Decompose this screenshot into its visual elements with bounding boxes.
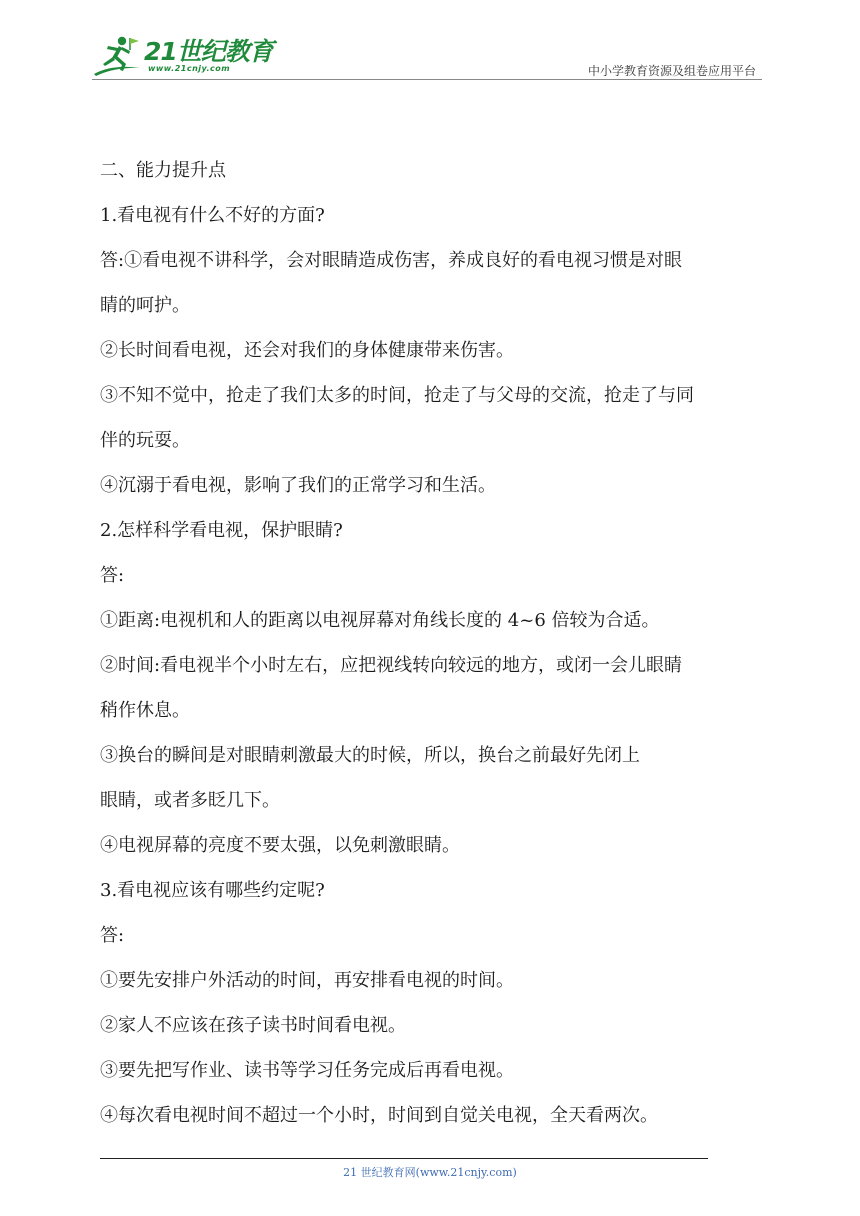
answer-1-line: ④沉溺于看电视，影响了我们的正常学习和生活。 <box>100 475 496 496</box>
answer-3-line: ④每次看电视时间不超过一个小时，时间到自觉关电视，全天看两次。 <box>100 1105 658 1126</box>
answer-2-line: 稍作休息。 <box>100 700 190 721</box>
question-3: 3.看电视应该有哪些约定呢? <box>100 880 325 901</box>
answer-1-line: 睛的呵护。 <box>100 295 190 316</box>
answer-2-line: ②时间:看电视半个小时左右，应把视线转向较远的地方，或闭一会儿眼睛 <box>100 655 683 676</box>
question-2: 2.怎样科学看电视，保护眼睛? <box>100 520 343 541</box>
answer-2-line: ④电视屏幕的亮度不要太强，以免刺激眼睛。 <box>100 835 460 856</box>
footer-divider <box>100 1158 708 1159</box>
answer-2-line: ①距离:电视机和人的距离以电视屏幕对角线长度的 4~6 倍较为合适。 <box>100 610 660 631</box>
answer-2-line: 眼睛，或者多眨几下。 <box>100 790 280 811</box>
document-body <box>100 148 764 1138</box>
answer-3-line: ②家人不应该在孩子读书时间看电视。 <box>100 1015 406 1036</box>
answer-1-line: ③不知不觉中，抢走了我们太多的时间，抢走了与父母的交流，抢走了与同 <box>100 385 694 406</box>
answer-2-label: 答: <box>100 565 125 586</box>
section-heading: 二、能力提升点 <box>100 160 226 181</box>
header-divider <box>92 79 762 80</box>
logo-wordmark: 21世纪教育 <box>144 37 273 66</box>
answer-1-line: 答:①看电视不讲科学，会对眼睛造成伤害，养成良好的看电视习惯是对眼 <box>100 250 683 271</box>
runner-logo-icon <box>92 34 144 78</box>
page-header <box>0 0 860 80</box>
platform-name: 中小学教育资源及组卷应用平台 <box>587 64 756 78</box>
site-logo[interactable] <box>92 34 273 78</box>
logo-url: www.21cnjy.com <box>148 64 231 73</box>
footer-link[interactable]: 21 世纪教育网(www.21cnjy.com) <box>343 1166 517 1179</box>
answer-3-label: 答: <box>100 925 125 946</box>
answer-1-line: ②长时间看电视，还会对我们的身体健康带来伤害。 <box>100 340 514 361</box>
question-1: 1.看电视有什么不好的方面? <box>100 205 325 226</box>
answer-2-line: ③换台的瞬间是对眼睛刺激最大的时候，所以，换台之前最好先闭上 <box>100 745 640 766</box>
answer-3-line: ③要先把写作业、读书等学习任务完成后再看电视。 <box>100 1060 514 1081</box>
answer-3-line: ①要先安排户外活动的时间，再安排看电视的时间。 <box>100 970 514 991</box>
answer-1-line: 伴的玩耍。 <box>100 430 190 451</box>
